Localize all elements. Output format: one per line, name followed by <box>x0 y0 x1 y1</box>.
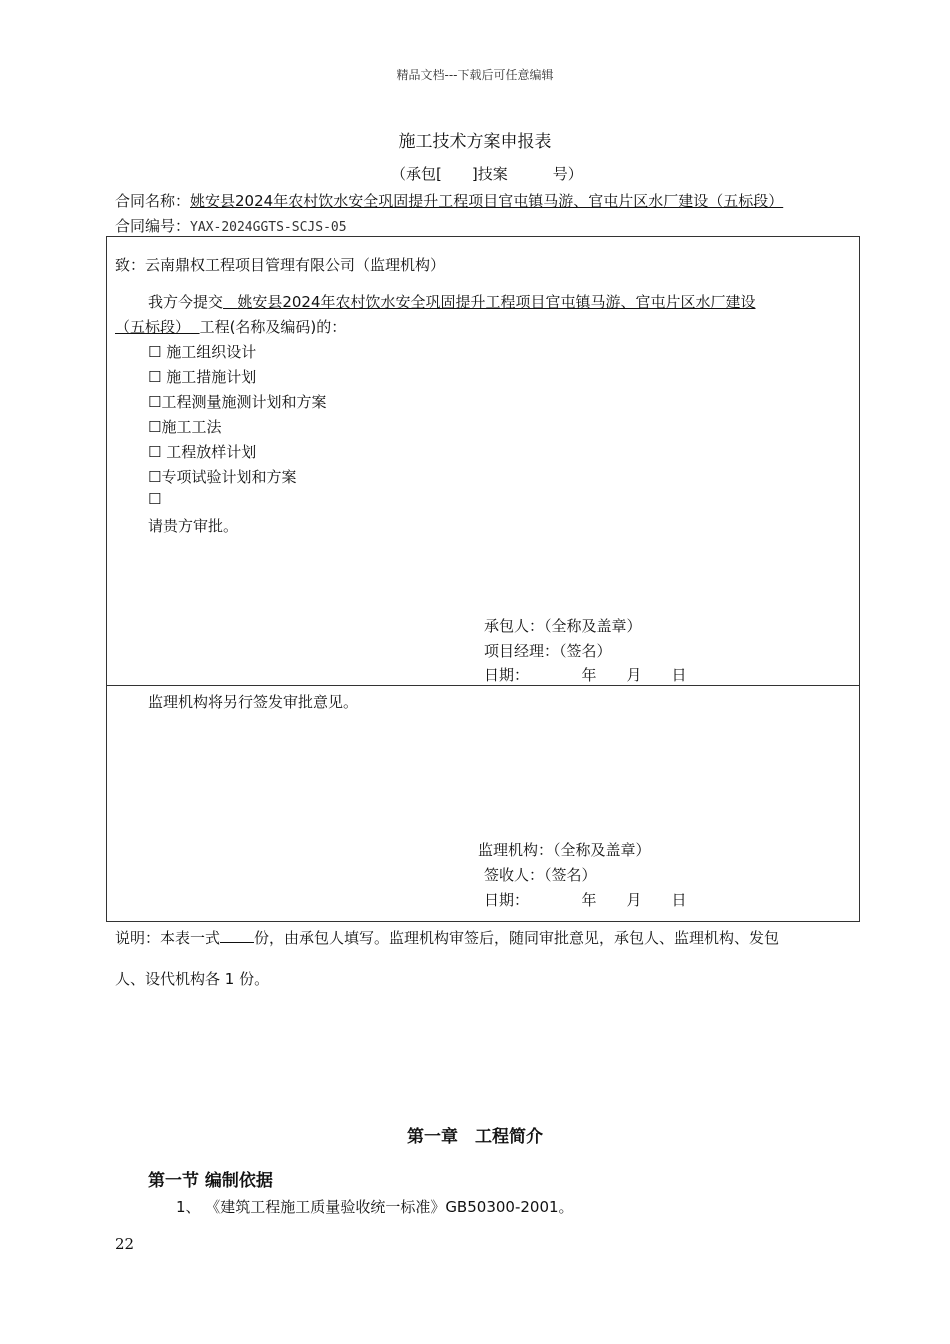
contract-number-row <box>115 215 347 236</box>
basis-list-item: 1、 《建筑工程施工质量验收统一标准》GB50300-2001。 <box>176 1198 574 1216</box>
supervisor-signature-label: 监理机构：（全称及盖章） <box>478 841 651 859</box>
chapter-title: 第一章 工程简介 <box>407 1127 543 1147</box>
receiver-signature-label: 签收人：（签名） <box>484 866 597 884</box>
contractor-date-label: 日期： 年 月 日 <box>484 666 687 684</box>
checklist-item[interactable]: ☐ 施工组织设计 <box>148 343 257 361</box>
form-note-line-1: 说明：本表一式 份，由承包人填写。监理机构审签后，随同审批意见，承包人、监理机构、发包 <box>115 929 780 947</box>
contract-name-row <box>115 190 783 211</box>
addressee-line: 致：云南鼎权工程项目管理有限公司（监理机构） <box>115 256 446 274</box>
supervisor-opinion: 监理机构将另行签发审批意见。 <box>148 693 359 711</box>
supervisor-date-label: 日期： 年 月 日 <box>484 891 687 909</box>
contract-number-label: 合同编号： <box>115 217 191 235</box>
copies-blank <box>220 930 254 943</box>
contract-number-value: YAX-2024GGTS-SCJS-05 <box>190 220 347 235</box>
checklist-item[interactable]: ☐ <box>148 490 162 508</box>
page-number: 22 <box>115 1235 135 1253</box>
submit-prefix: 我方今提交 <box>148 293 224 311</box>
checklist-item[interactable]: ☐专项试验计划和方案 <box>148 468 297 486</box>
submitted-project-name-1: 姚安县2024年农村饮水安全巩固提升工程项目官屯镇马游、官屯片区水厂建设 <box>237 293 756 311</box>
submission-line-2 <box>115 316 346 337</box>
submitted-project-name-2: （五标段） <box>115 318 191 336</box>
form-note-line-2: 人、设代机构各 1 份。 <box>115 970 270 988</box>
checklist-item[interactable]: ☐施工工法 <box>148 418 222 436</box>
project-manager-label: 项目经理：（签名） <box>484 642 612 660</box>
contractor-signature-label: 承包人：（全称及盖章） <box>484 617 642 635</box>
application-form-table <box>106 236 860 922</box>
contract-name-value: 姚安县2024年农村饮水安全巩固提升工程项目官屯镇马游、官屯片区水厂建设（五标段） <box>190 192 784 210</box>
section-title: 第一节 编制依据 <box>148 1171 273 1191</box>
checklist-item[interactable]: ☐ 工程放样计划 <box>148 443 257 461</box>
submit-suffix: 工程(名称及编码)的： <box>199 318 347 336</box>
checklist-item[interactable]: ☐工程测量施测计划和方案 <box>148 393 327 411</box>
checklist-item[interactable]: ☐ 施工措施计划 <box>148 368 257 386</box>
submission-line-1 <box>148 291 756 312</box>
form-number-line: （承包[ ]技案 号） <box>391 165 583 183</box>
page-header-note: 精品文档---下载后可任意编辑 <box>396 68 554 82</box>
table-divider <box>106 685 860 686</box>
approval-request: 请贵方审批。 <box>148 517 239 535</box>
form-title: 施工技术方案申报表 <box>398 132 552 152</box>
contract-name-label: 合同名称： <box>115 192 191 210</box>
